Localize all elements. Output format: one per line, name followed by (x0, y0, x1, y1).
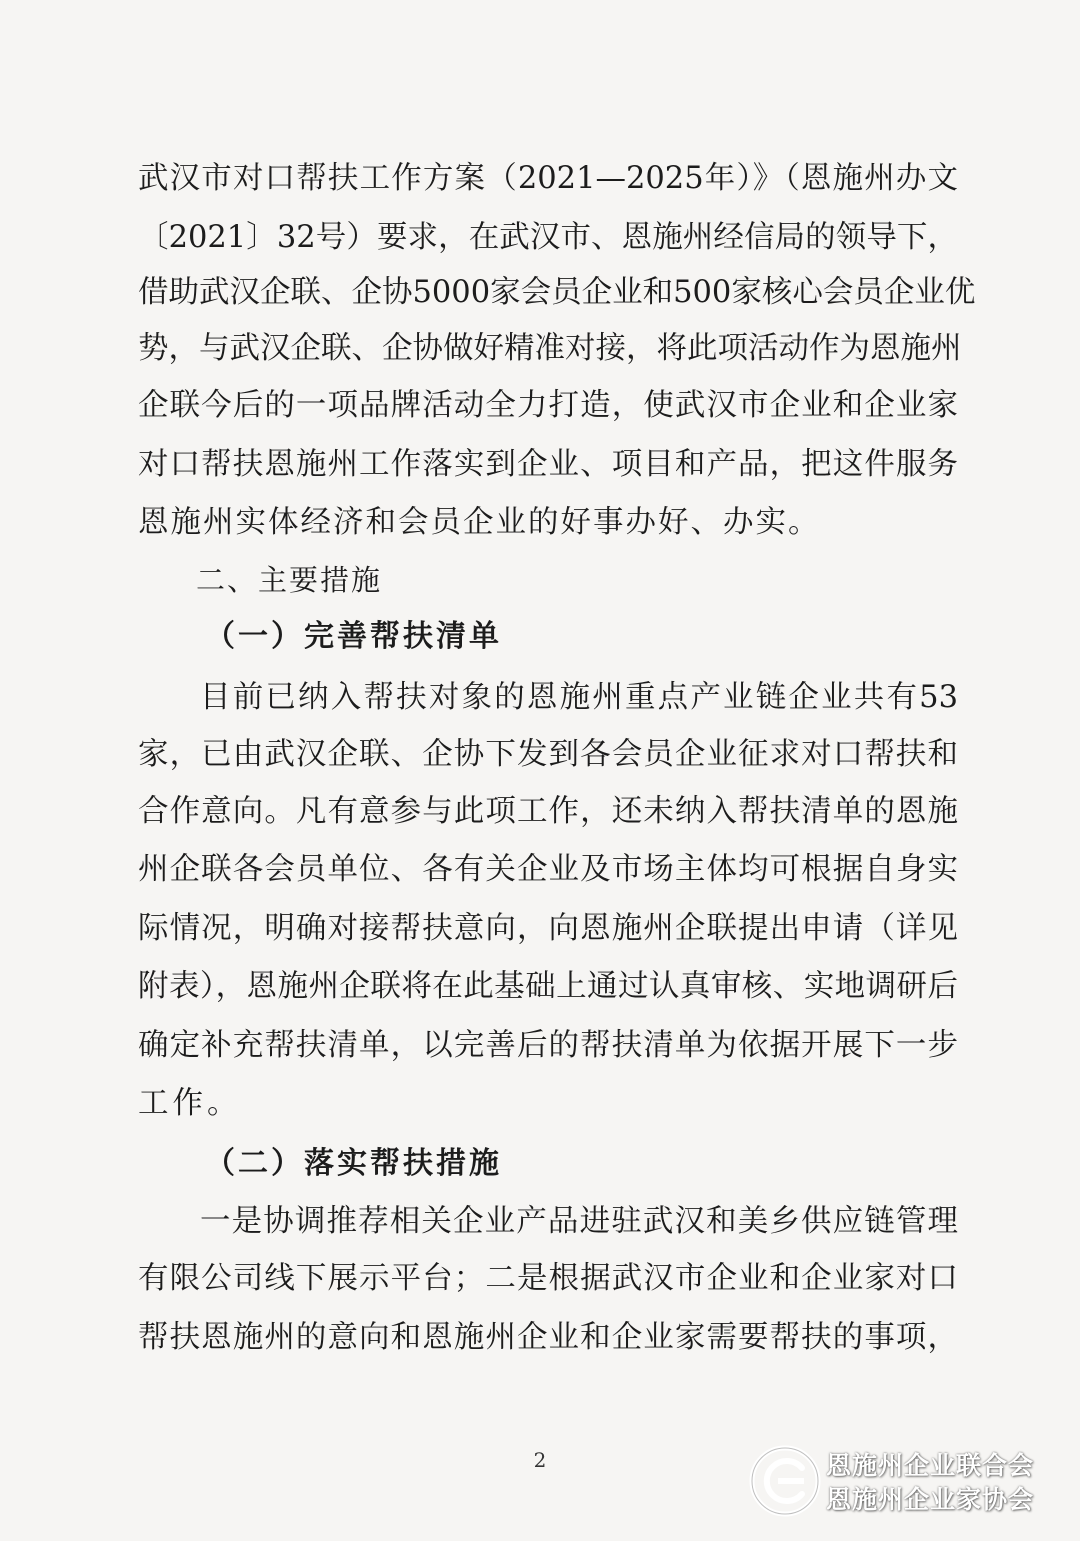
paragraph-1-line-4: 势，与武汉企联、企协做好精准对接，将此项活动作为恩施州 (138, 331, 962, 366)
paragraph-2-line-1: 目前已纳入帮扶对象的恩施州重点产业链企业共有53 (200, 680, 958, 715)
paragraph-3-line-1: 一是协调推荐相关企业产品进驻武汉和美乡供应链管理 (200, 1204, 958, 1239)
subsection-1-heading: （一）完善帮扶清单 (205, 619, 502, 654)
paragraph-1-line-6: 对口帮扶恩施州工作落实到企业、项目和产品，把这件服务 (138, 447, 958, 482)
paragraph-2-line-5: 际情况，明确对接帮扶意向，向恩施州企联提出申请（详见 (138, 911, 958, 946)
paragraph-1-line-7: 恩施州实体经济和会员企业的好事办好、办实。 (138, 505, 821, 540)
subsection-2-heading: （二）落实帮扶措施 (205, 1146, 502, 1181)
paragraph-1-line-2: 〔2021〕32号）要求，在武汉市、恩施州经信局的领导下， (138, 220, 958, 255)
paragraph-1-line-3: 借助武汉企联、企协5000家会员企业和500家核心会员企业优 (138, 275, 976, 310)
paragraph-2-line-8: 工作。 (138, 1086, 242, 1121)
paragraph-2-line-4: 州企联各会员单位、各有关企业及市场主体均可根据自身实 (138, 852, 958, 887)
paragraph-1-line-5: 企联今后的一项品牌活动全力打造，使武汉市企业和企业家 (138, 388, 958, 423)
paragraph-2-line-7: 确定补充帮扶清单，以完善后的帮扶清单为依据开展下一步 (138, 1028, 958, 1063)
page-number: 2 (533, 1448, 547, 1472)
watermark-line-2: 恩施州企业家协会 (826, 1485, 1035, 1514)
paragraph-2-line-3: 合作意向。凡有意参与此项工作，还未纳入帮扶清单的恩施 (138, 794, 958, 829)
paragraph-1-line-1: 武汉市对口帮扶工作方案（2021—2025年）》（恩施州办文 (138, 161, 958, 196)
watermark (748, 1440, 1068, 1526)
watermark-line-1: 恩施州企业联合会 (826, 1451, 1035, 1480)
paragraph-2-line-6: 附表），恩施州企联将在此基础上通过认真审核、实地调研后 (138, 969, 958, 1004)
organization-logo-icon (748, 1444, 822, 1518)
paragraph-3-line-2: 有限公司线下展示平台；二是根据武汉市企业和企业家对口 (138, 1261, 958, 1296)
section-heading: 二、主要措施 (196, 563, 383, 597)
paragraph-3-line-3: 帮扶恩施州的意向和恩施州企业和企业家需要帮扶的事项， (138, 1320, 958, 1355)
paragraph-2-line-2: 家，已由武汉企联、企协下发到各会员企业征求对口帮扶和 (138, 737, 958, 772)
